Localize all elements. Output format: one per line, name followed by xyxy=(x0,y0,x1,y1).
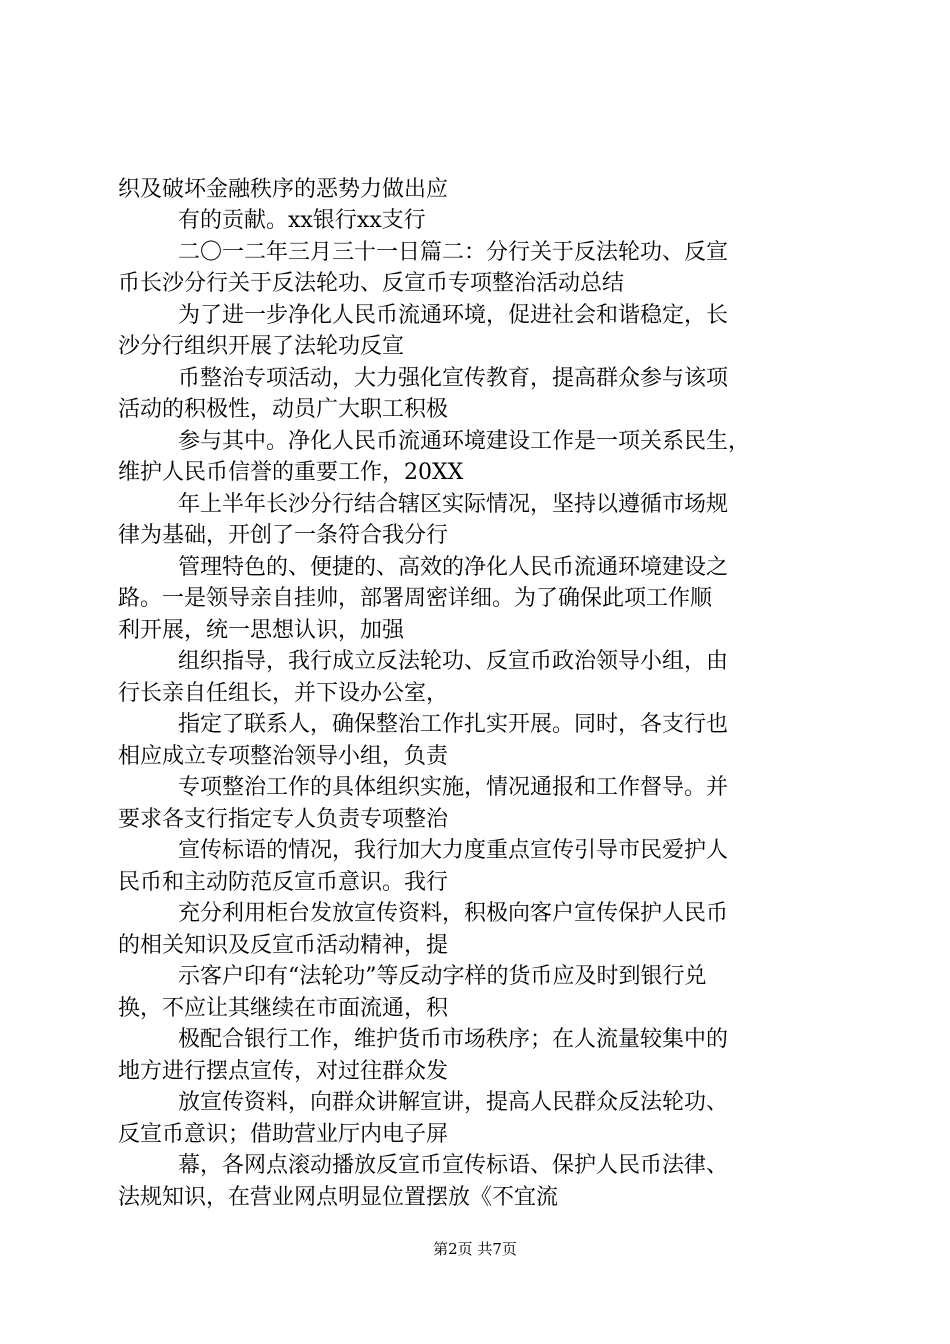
text-line: 组织指导，我行成立反法轮功、反宣币政治领导小组，由 xyxy=(178,649,729,674)
text-line: 币长沙分行关于反法轮功、反宣币专项整治活动总结 xyxy=(118,271,625,296)
text-line: 法规知识，在营业网点明显位置摆放《不宜流 xyxy=(118,1185,559,1210)
text-line: 民币和主动防范反宣币意识。我行 xyxy=(118,870,449,895)
text-line: 有的贡献。xx银行xx支行 xyxy=(178,208,426,233)
text-line: 二〇一二年三月三十一日篇二：分行关于反法轮功、反宣 xyxy=(178,240,729,265)
text-line: 币整治专项活动，大力强化宣传教育，提高群众参与该项 xyxy=(178,366,729,391)
text-line: 极配合银行工作，维护货币市场秩序；在人流量较集中的 xyxy=(178,1027,729,1052)
text-line: 幕，各网点滚动播放反宣币宣传标语、保护人民币法律、 xyxy=(178,1153,729,1178)
text-line: 地方进行摆点宣传，对过往群众发 xyxy=(118,1059,449,1084)
text-line: 充分利用柜台发放宣传资料，积极向客户宣传保护人民币 xyxy=(178,901,729,926)
text-line: 宣传标语的情况，我行加大力度重点宣传引导市民爱护人 xyxy=(178,838,729,863)
text-line: 示客户印有“法轮功”等反动字样的货币应及时到银行兑 xyxy=(178,964,707,989)
text-line: 指定了联系人，确保整治工作扎实开展。同时，各支行也 xyxy=(178,712,729,737)
page-number: 第2页 共7页 xyxy=(433,1240,517,1258)
text-line: 专项整治工作的具体组织实施，情况通报和工作督导。并 xyxy=(178,775,729,800)
text-line: 反宣币意识；借助营业厅内电子屏 xyxy=(118,1122,449,1147)
text-line: 利开展，统一思想认识，加强 xyxy=(118,618,405,643)
text-line: 织及破坏金融秩序的恶势力做出应 xyxy=(118,177,449,202)
text-line: 换，不应让其继续在市面流通，积 xyxy=(118,996,449,1021)
text-line: 维护人民币信誉的重要工作，20XX xyxy=(118,460,464,485)
text-line: 管理特色的、便捷的、高效的净化人民币流通环境建设之 xyxy=(178,555,729,580)
text-line: 路。一是领导亲自挂帅，部署周密详细。为了确保此项工作顺 xyxy=(118,586,713,611)
text-line: 要求各支行指定专人负责专项整治 xyxy=(118,807,449,832)
text-line: 放宣传资料，向群众讲解宣讲，提高人民群众反法轮功、 xyxy=(178,1090,729,1115)
text-line: 相应成立专项整治领导小组，负责 xyxy=(118,744,449,769)
text-line: 活动的积极性，动员广大职工积极 xyxy=(118,397,449,422)
text-line: 参与其中。净化人民币流通环境建设工作是一项关系民生， xyxy=(178,429,751,454)
text-line: 沙分行组织开展了法轮功反宣 xyxy=(118,334,405,359)
text-line: 年上半年长沙分行结合辖区实际情况，坚持以遵循市场规 xyxy=(178,492,729,517)
text-line: 为了进一步净化人民币流通环境，促进社会和谐稳定，长 xyxy=(178,303,729,328)
text-line: 律为基础，开创了一条符合我分行 xyxy=(118,523,449,548)
text-line: 的相关知识及反宣币活动精神，提 xyxy=(118,933,449,958)
text-line: 行长亲自任组长，并下设办公室， xyxy=(118,681,449,706)
